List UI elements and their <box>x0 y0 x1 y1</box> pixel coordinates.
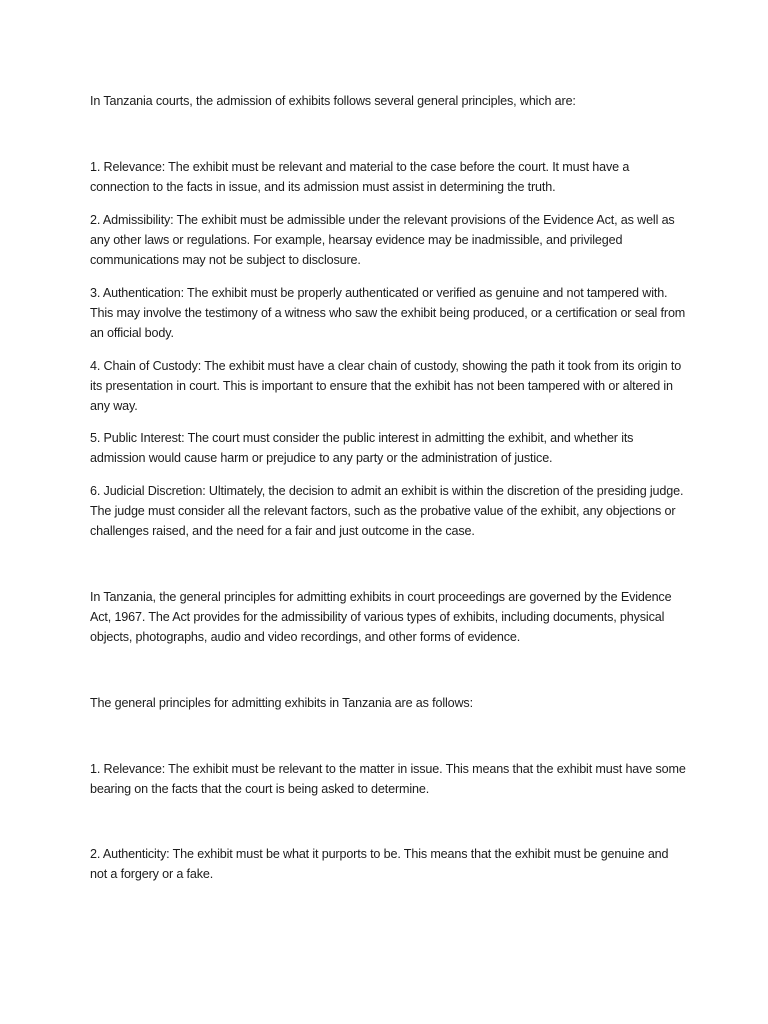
principle-admissibility: 2. Admissibility: The exhibit must be admissible under the relevant provisions of the Evidence Act, as well as any other laws or regulations. For example, hearsay evidence may be inadmissible, and privileged communications may not be subject to disclosure. <box>90 213 675 267</box>
principle-authentication: 3. Authentication: The exhibit must be properly authenticated or verified as genuine and not tampered with. This may involve the testimony of a witness who saw the exhibit being produced, or a certification or seal from an official body. <box>90 286 686 340</box>
principle-chain-of-custody: 4. Chain of Custody: The exhibit must have a clear chain of custody, showing the path it took from its origin to its presentation in court. This is important to ensure that the exhibit has not been tampered with or altered in any way. <box>90 359 682 413</box>
evidence-act-paragraph: In Tanzania, the general principles for admitting exhibits in court proceedings are governed by the Evidence Act, 1967. The Act provides for the admissibility of various types of exhibits, including documents, physical objects, photographs, audio and video recordings, and other forms of evidence. <box>90 590 672 644</box>
principle-judicial-discretion: 6. Judicial Discretion: Ultimately, the decision to admit an exhibit is within the discretion of the presiding judge. The judge must consider all the relevant factors, such as the probative value of the exhibit, any objections or challenges raised, and the need for a fair and just outcome in the case. <box>90 484 684 538</box>
second-list-authenticity: 2. Authenticity: The exhibit must be what it purports to be. This means that the exhibit must be genuine and not a forgery or a fake. <box>90 847 669 881</box>
second-list-relevance: 1. Relevance: The exhibit must be relevant to the matter in issue. This means that the exhibit must have some bearing on the facts that the court is being asked to determine. <box>90 762 686 796</box>
principle-public-interest: 5. Public Interest: The court must consider the public interest in admitting the exhibit, and whether its admission would cause harm or prejudice to any party or the administration of justice. <box>90 431 634 465</box>
second-intro-paragraph: The general principles for admitting exhibits in Tanzania are as follows: <box>90 696 473 710</box>
intro-paragraph: In Tanzania courts, the admission of exhibits follows several general principles, which are: <box>90 94 576 108</box>
principle-relevance: 1. Relevance: The exhibit must be relevant and material to the case before the court. It must have a connection to the facts in issue, and its admission must assist in determining the truth. <box>90 160 630 194</box>
